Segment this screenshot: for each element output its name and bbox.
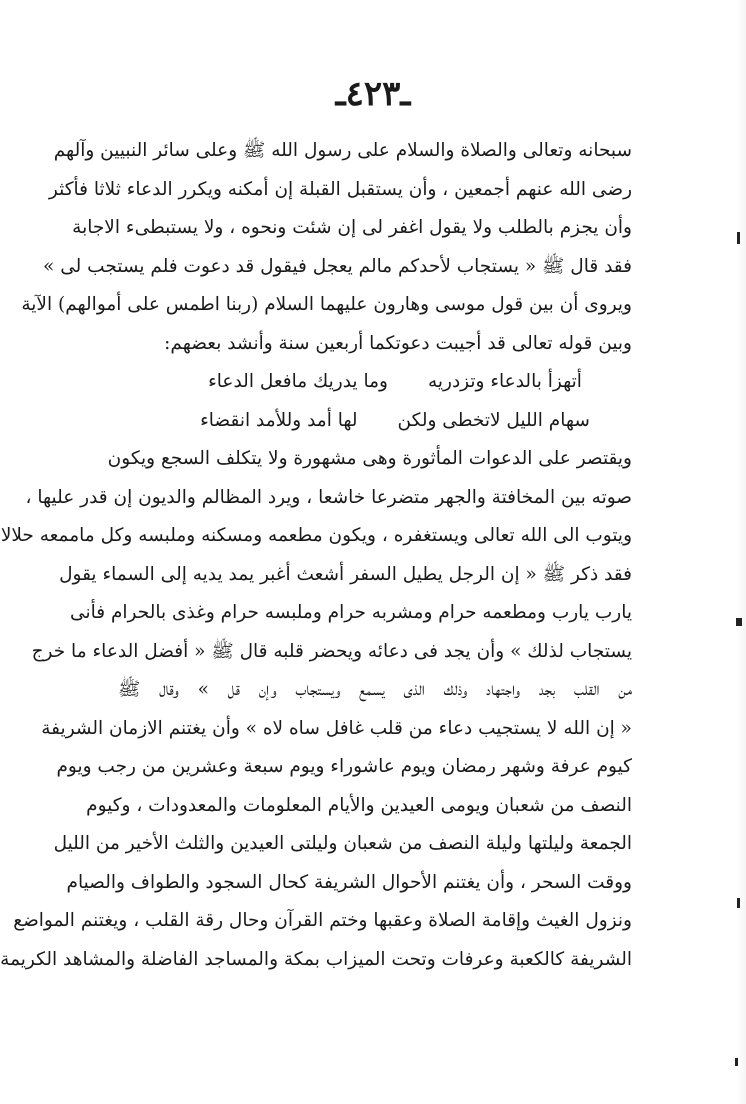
verse-first-hemistich: سهام الليل لاتخطى ولكن bbox=[397, 409, 590, 431]
text-line: يستجاب لذلك » وأن يجد فى دعائه ويحضر قلبه قال ﷺ « أفضل الدعاء ما خرج bbox=[31, 640, 632, 662]
verse-second-hemistich: لها أمد وللأمد انقضاء bbox=[200, 409, 358, 431]
text-line: ويتوب الى الله تعالى ويستغفره ، ويكون مطعمه ومسكنه وملبسه وكل ماممعه حلالا bbox=[0, 525, 632, 546]
text-line: ويروى أن بين قول موسى وهارون عليهما السلام (ربنا اطمس على أموالهم) الآية bbox=[21, 294, 632, 315]
text-line: الشريفة كالكعبة وعرفات وتحت الميزاب بمكة والمساجد الفاضلة والمشاهد الكريمة bbox=[0, 948, 632, 970]
verse-first-hemistich: أتهزأ بالدعاء وتزدريه bbox=[427, 371, 582, 392]
text-line: ووقت السحر ، وأن يغتنم الأحوال الشريفة كحال السجود والطواف والصيام bbox=[66, 871, 632, 893]
body-text bbox=[0, 132, 632, 979]
text-line: يارب يارب ومطعمه حرام ومشربه حرام وملبسه حرام وغذى بالحرام فأنى bbox=[70, 602, 632, 623]
page-number: ـ٤٢٣ـ bbox=[335, 74, 411, 114]
verse-line bbox=[118, 363, 632, 402]
text-line: فقد ذكر ﷺ « إن الرجل يطيل السفر أشعث أغبر يمد يديه إلى السماء يقول bbox=[59, 563, 632, 585]
page-edge bbox=[736, 0, 746, 1104]
text-line: وبين قوله تعالى قد أجيبت دعوتكما أربعين سنة وأنشد بعضهم: bbox=[164, 332, 632, 354]
text-line: صوته بين المخافتة والجهر متضرعا خاشعا ، ويرد المظالم والديون إن قدر عليها ، bbox=[25, 486, 632, 508]
verse-second-hemistich: وما يدريك مافعل الدعاء bbox=[208, 371, 388, 392]
text-line: من القلب بجد واجتهاد وذلك الذى يسمع ويستجاب وإن قل » وقال ﷺ bbox=[118, 679, 632, 700]
text-line: ويقتصر على الدعوات المأثورة وهى مشهورة ولا يتكلف السجع ويكون bbox=[107, 448, 632, 469]
verse-line bbox=[118, 402, 632, 441]
text-line: وأن يجزم بالطلب ولا يقول اغفر لى إن شئت ونحوه ، ولا يستبطىء الاجابة bbox=[72, 217, 632, 238]
text-line: ونزول الغيث وإقامة الصلاة وعقبها وختم القرآن وحال رقة القلب ، ويغتنم المواضع bbox=[13, 910, 632, 931]
text-line: فقد قال ﷺ « يستجاب لأحدكم مالم يعجل فيقول قد دعوت فلم يستجب لى » bbox=[43, 255, 632, 277]
text-line: كيوم عرفة وشهر رمضان ويوم عاشوراء ويوم سبعة وعشرين من رجب ويوم bbox=[56, 756, 632, 777]
text-line: « إن الله لا يستجيب دعاء من قلب غافل ساه لاه » وأن يغتنم الازمان الشريفة bbox=[41, 717, 632, 739]
text-line: رضى الله عنهم أجمعين ، وأن يستقبل القبلة إن أمكنه ويكرر الدعاء ثلاثا فأكثر bbox=[48, 178, 632, 200]
text-line: النصف من شعبان ويومى العيدين والأيام المعلومات والمعدودات ، وكيوم bbox=[86, 794, 632, 816]
text-line: الجمعة وليلتها وليلة النصف من شعبان وليلتى العيدين والثلث الأخير من الليل bbox=[53, 833, 632, 854]
text-line: سبحانه وتعالى والصلاة والسلام على رسول الله ﷺ وعلى سائر النبيين وآلهم bbox=[53, 140, 632, 161]
